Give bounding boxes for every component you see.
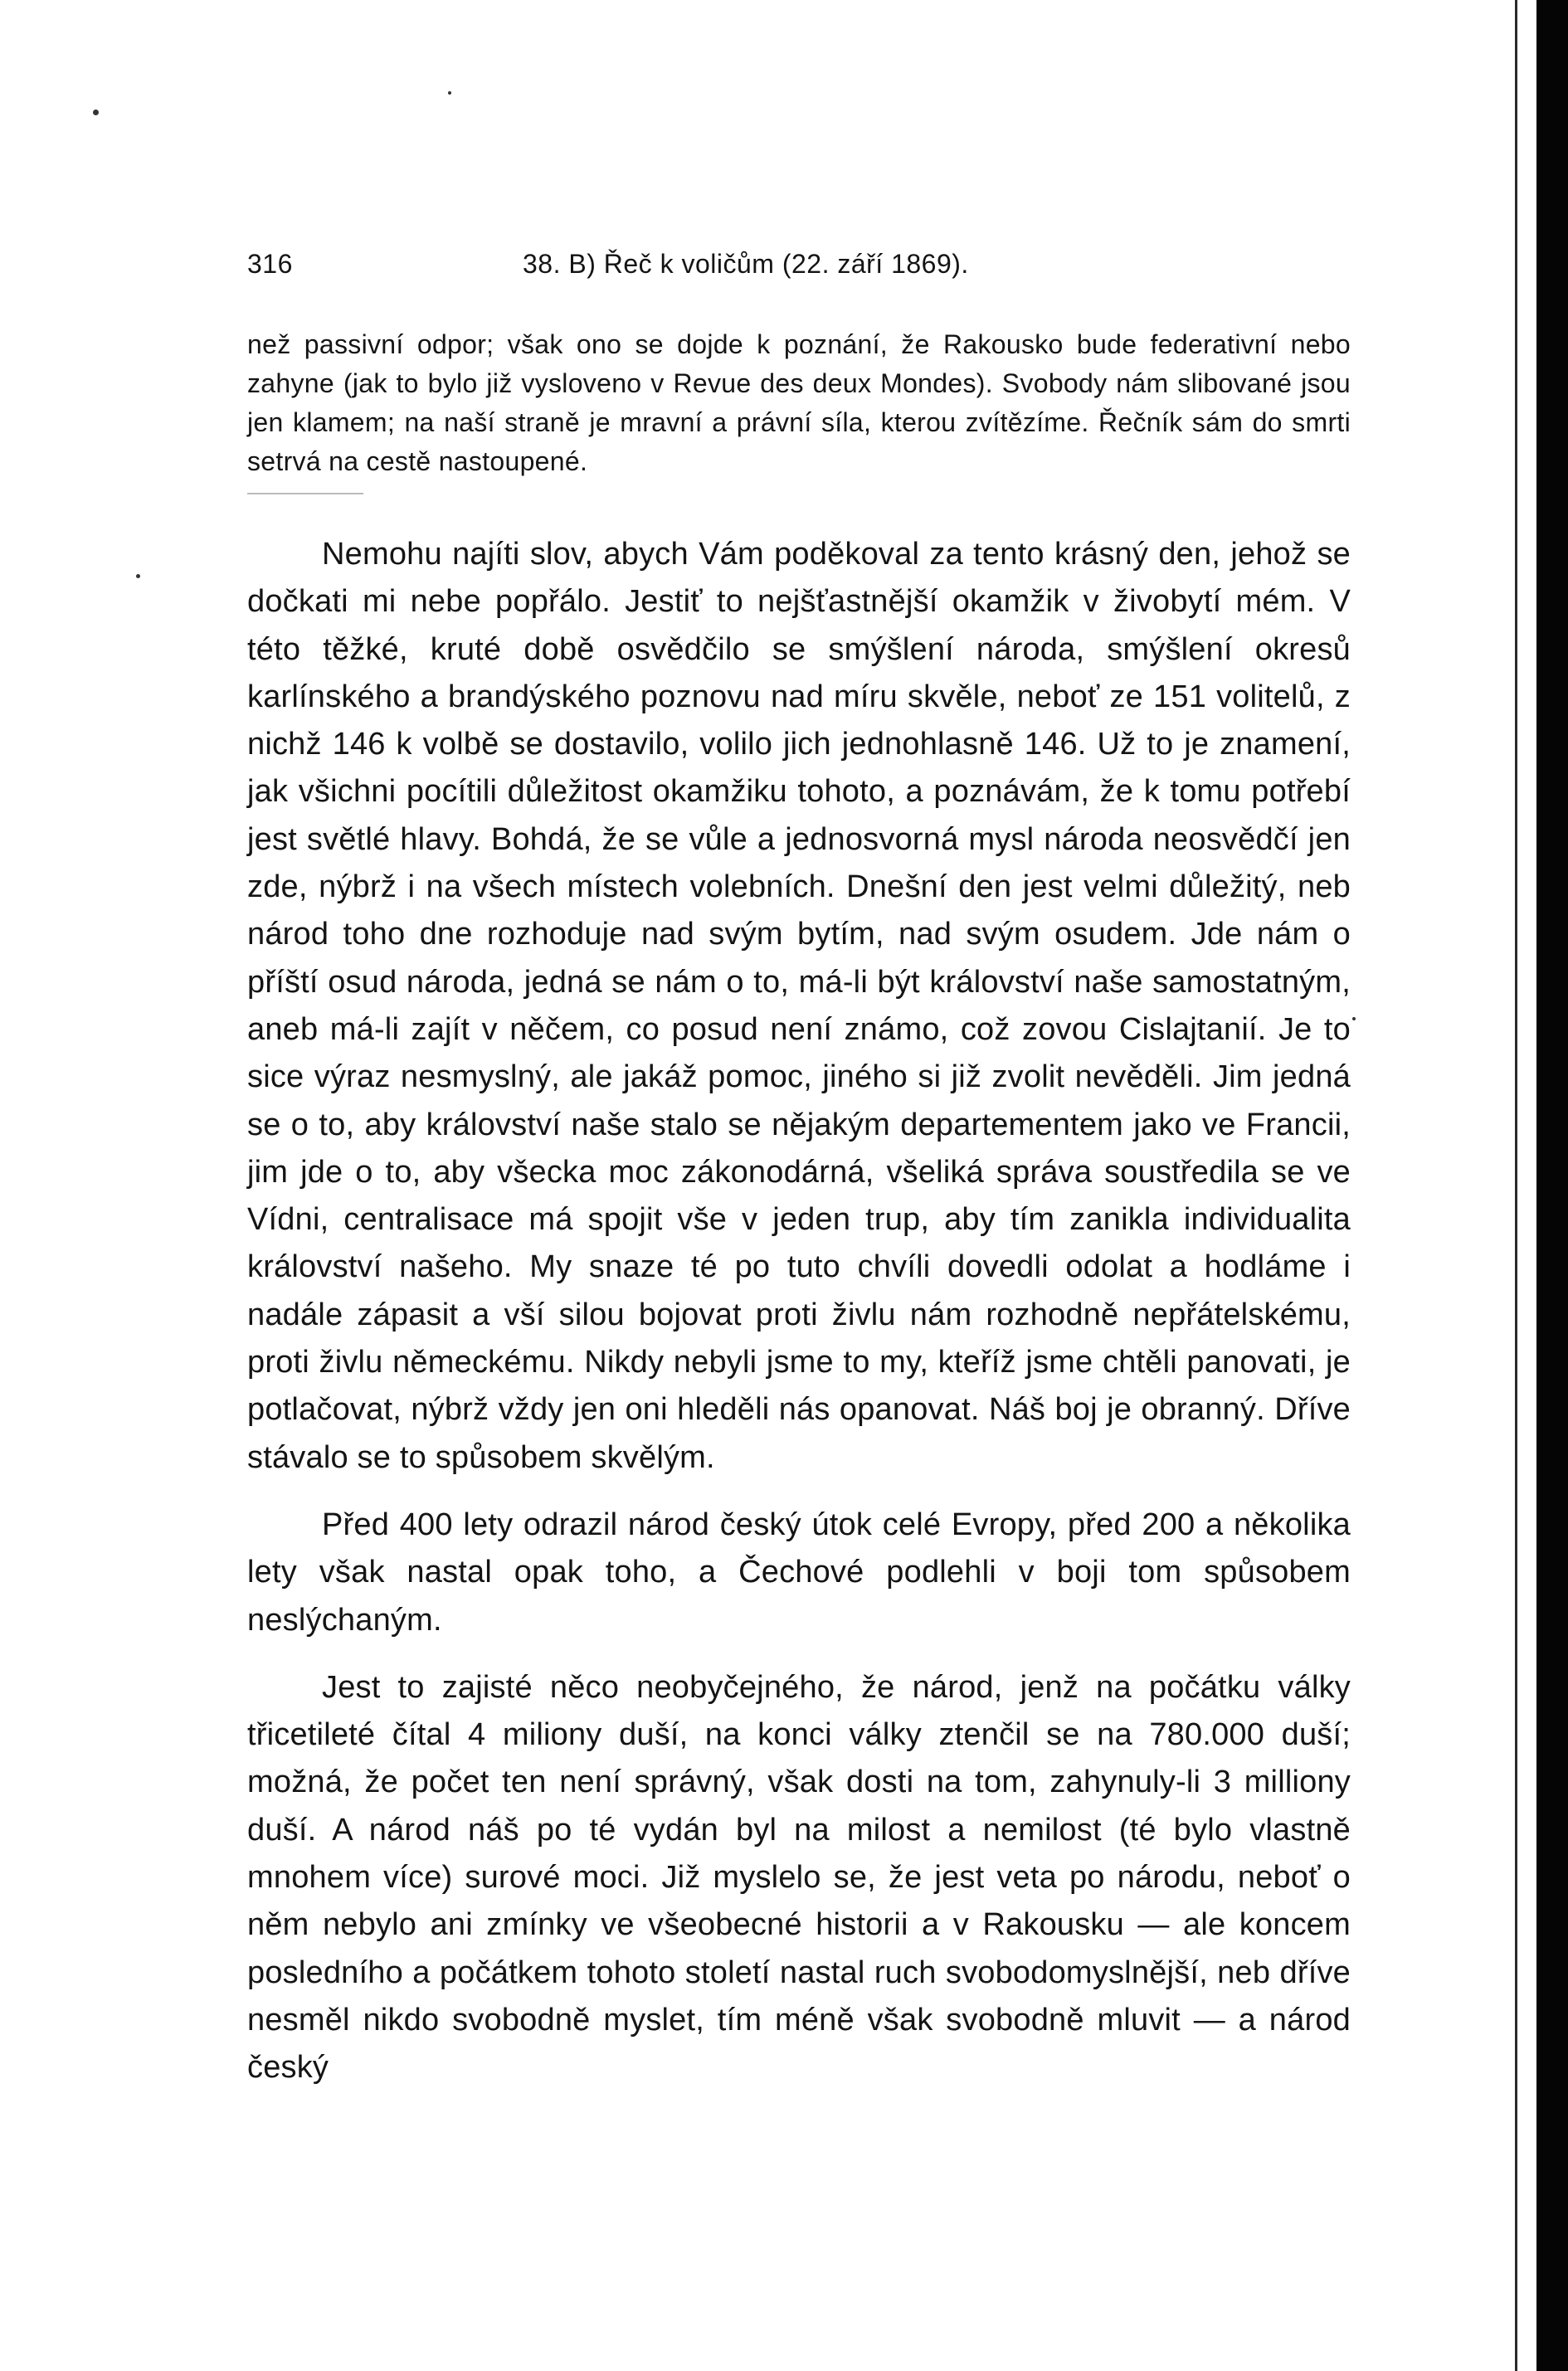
scan-edge-line xyxy=(1515,0,1517,2371)
page-number: 316 xyxy=(247,249,293,279)
speech-summary: než passivní odpor; však ono se dojde k poznání, že Rakousko bude federativní nebo zahyne (jak to bylo již vysloveno v Revue des deux Mondes). Svobody nám slibované jsou jen klamem; na naší straně je mravní a právní síla, kterou zvítězíme. Řečník sám do smrti setrvá na cestě nastoupené. xyxy=(247,329,1351,476)
paragraph: Před 400 lety odrazil národ český útok celé Evropy, před 200 a několika lety však nastal opak toho, a Čechové podlehli v boji tom spůsobem neslýchaným. xyxy=(247,1507,1351,1638)
paragraph: Jest to zajisté něco neobyčejného, že národ, jenž na počátku války třicetileté čítal 4 miliony duší, na konci války ztenčil se na 780.000 duší; možná, že počet ten není správný, však dosti na tom, zahynuly-li 3 milliony duší. A národ náš po té vydán byl na milost a nemilost (té bylo vlastně mnohem více) surové moci. Již myslelo se, že jest veta po národu, neboť o něm nebylo ani zmínky ve všeobecné historii a v Rakousku — ale koncem posledního a počátkem tohoto století nastal ruch svobodomyslnější, neb dříve nesměl nikdo svobodně myslet, tím méně však svobodně mluvit — a národ český xyxy=(247,1669,1351,2086)
scan-speck xyxy=(93,110,99,115)
scan-speck xyxy=(136,574,140,578)
speech-body xyxy=(247,531,1351,2092)
running-title: 38. B) Řeč k voličům (22. září 1869). xyxy=(523,249,969,279)
paragraph: Nemohu najíti slov, abych Vám poděkoval za tento krásný den, jehož se dočkati mi nebe popřálo. Jestiť to nejšťastnější okamžik v živobytí mém. V této těžké, kruté době osvědčilo se smýšlení národa, smýšlení okresů karlínského a brandýského poznovu nad míru skvěle, neboť ze 151 volitelů, z nichž 146 k volbě se dostavilo, volilo jich jednohlasně 146. Už to je znamení, jak všichni pocítili důležitost okamžiku tohoto, a poznávám, že k tomu potřebí jest světlé hlavy. Bohdá, že se vůle a jednosvorná mysl národa neosvědčí jen zde, nýbrž i na všech místech volebních. Dnešní den jest velmi důležitý, neb národ toho dne rozhoduje nad svým bytím, nad svým osudem. Jde nám o příští osud národa, jedná se nám o to, má-li být království naše samostatným, aneb má-li zajít v něčem, co posud není známo, což zovou Cislajtanií. Je to sice výraz nesmyslný, ale jakáž pomoc, jiného si již zvolit nevěděli. Jim jedná se o to, aby království naše stalo se nějakým departementem jako ve Francii, jim jde o to, aby všecka moc zákonodárná, všeliká správa soustředila se ve Vídni, centralisace má spojit vše v jeden trup, aby tím zanikla individualita království našeho. My snaze té po tuto chvíli dovedli odolat a hodláme i nadále zápasit a vší silou bojovat proti živlu nám rozhodně nepřátelskému, proti živlu německému. Nikdy nebyli jsme to my, kteříž jsme chtěli panovati, je potlačovat, nýbrž vždy jen oni hleděli nás opanovat. Náš boj je obranný. Dříve stávalo se to spůsobem skvělým. xyxy=(247,537,1351,1475)
scan-speck xyxy=(1352,1017,1356,1020)
scan-speck xyxy=(448,91,451,95)
summary-rule xyxy=(247,493,363,494)
running-head xyxy=(247,249,1351,285)
book-page xyxy=(247,249,1351,2092)
scan-border xyxy=(1536,0,1568,2371)
